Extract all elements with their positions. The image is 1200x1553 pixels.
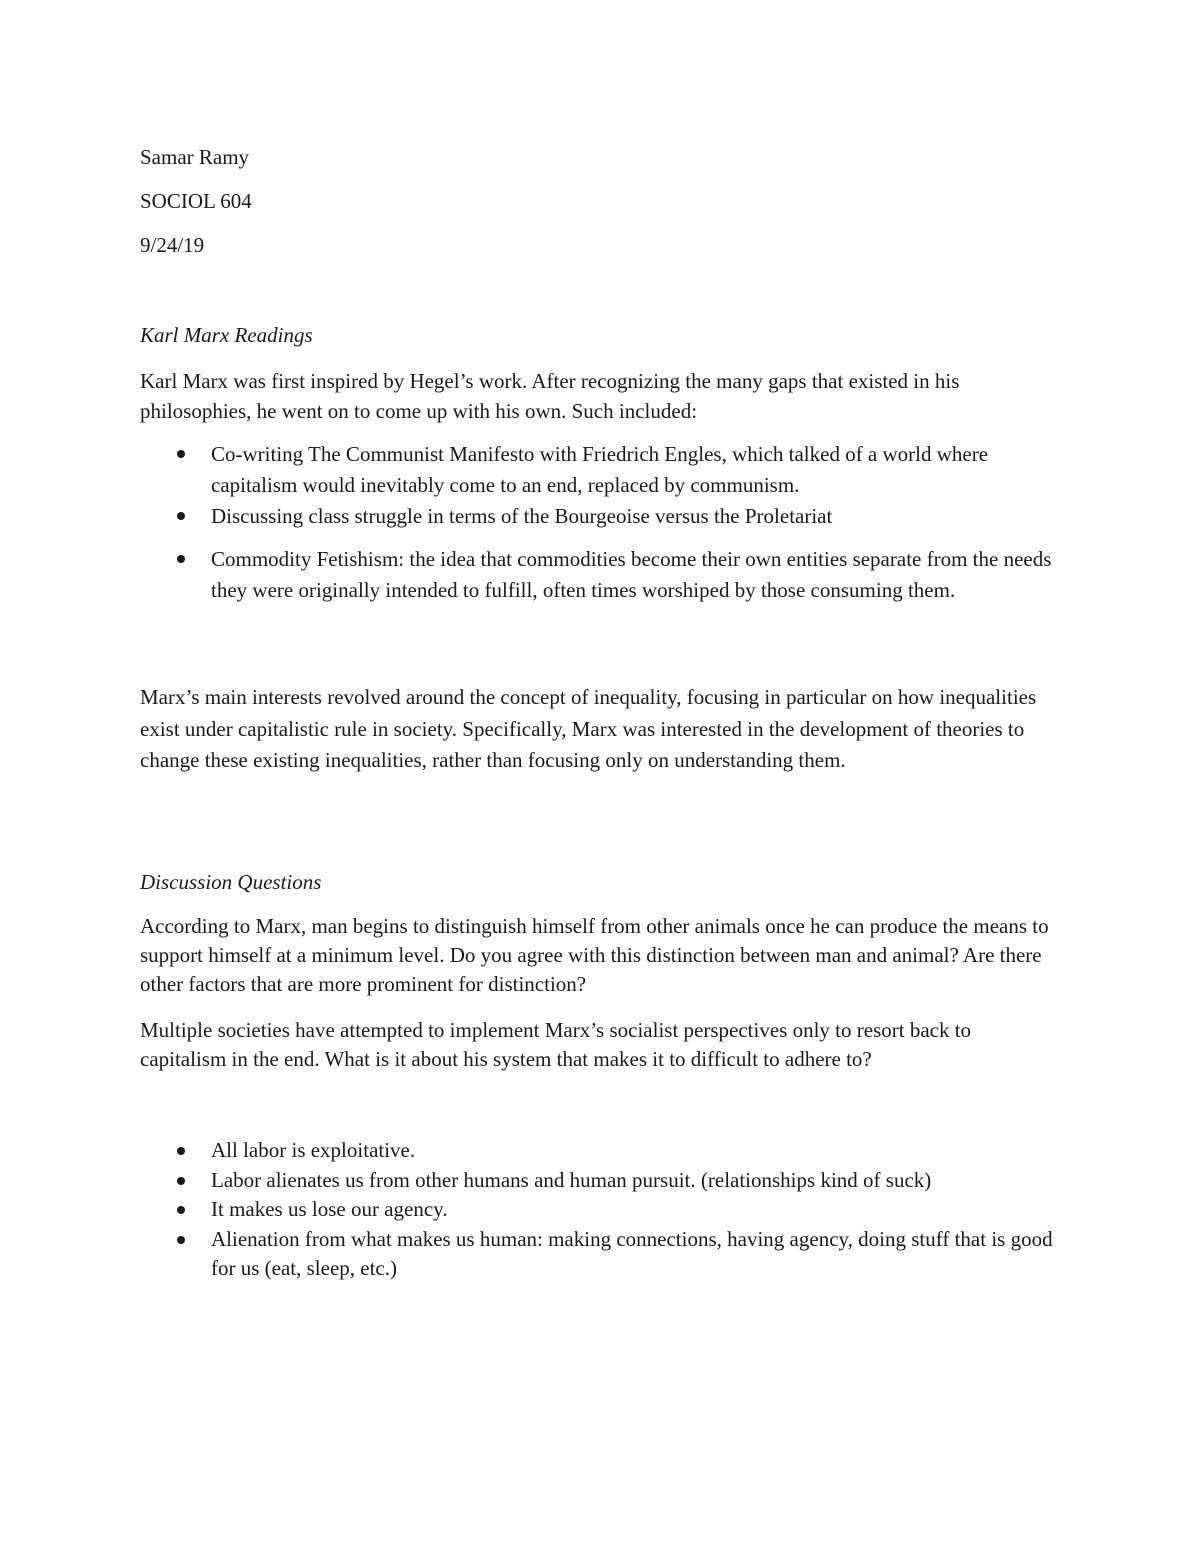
bullet-icon <box>177 1236 185 1244</box>
interests-paragraph: Marx’s main interests revolved around the concept of inequality, focusing in particular on how inequalities exist under capitalistic rule in society. Specifically, Marx was interested in the development of theories to change these existing inequalities, rather than focusing only on understanding them. <box>140 685 1037 772</box>
readings-bullet-list <box>140 439 1060 606</box>
course-code: SOCIOL 604 <box>140 189 252 213</box>
list-item-text: Alienation from what makes us human: making connections, having agency, doing stuff that is good for us (eat, sleep, etc.) <box>211 1226 1053 1280</box>
list-item-text: Discussing class struggle in terms of the Bourgeoise versus the Proletariat <box>211 504 833 528</box>
bullet-icon <box>177 1206 185 1214</box>
bullet-icon <box>177 555 185 563</box>
notes-bullet-list <box>140 1136 1060 1284</box>
list-item-text: Commodity Fetishism: the idea that commodities become their own entities separate from the needs they were originally intended to fulfill, often times worshiped by those consuming them. <box>211 547 1052 602</box>
list-item <box>140 501 1060 532</box>
list-item <box>140 439 1060 501</box>
discussion-heading: Discussion Questions <box>140 870 322 894</box>
list-item <box>140 1136 1060 1166</box>
list-item <box>140 1195 1060 1225</box>
discussion-question-2: Multiple societies have attempted to implement Marx’s socialist perspectives only to resort back to capitalism in the end. What is it about his system that makes it to difficult to adhere to? <box>140 1018 972 1071</box>
list-item-text: All labor is exploitative. <box>211 1138 416 1162</box>
document-date: 9/24/19 <box>140 233 205 257</box>
list-item-text: It makes us lose our agency. <box>211 1197 448 1221</box>
list-item <box>140 1166 1060 1196</box>
list-item-text: Co-writing The Communist Manifesto with Friedrich Engles, which talked of a world where capitalism would inevitably come to an end, replaced by communism. <box>211 442 989 497</box>
bullet-icon <box>177 512 185 520</box>
bullet-icon <box>177 1147 185 1155</box>
list-item-text: Labor alienates us from other humans and human pursuit. (relationships kind of suck) <box>211 1167 932 1192</box>
list-item <box>140 1225 1060 1284</box>
bullet-icon <box>177 450 185 458</box>
discussion-question-1: According to Marx, man begins to distinguish himself from other animals once he can produce the means to support himself at a minimum level. Do you agree with this distinction between man and animal? Are there other factors that are more prominent for distinction? <box>140 914 1049 996</box>
list-item <box>140 544 1060 606</box>
readings-intro-paragraph: Karl Marx was first inspired by Hegel’s work. After recognizing the many gaps that existed in his philosophies, he went on to come up with his own. Such included: <box>140 369 960 423</box>
author-name: Samar Ramy <box>140 145 250 169</box>
readings-heading: Karl Marx Readings <box>140 323 313 347</box>
bullet-icon <box>177 1177 185 1185</box>
